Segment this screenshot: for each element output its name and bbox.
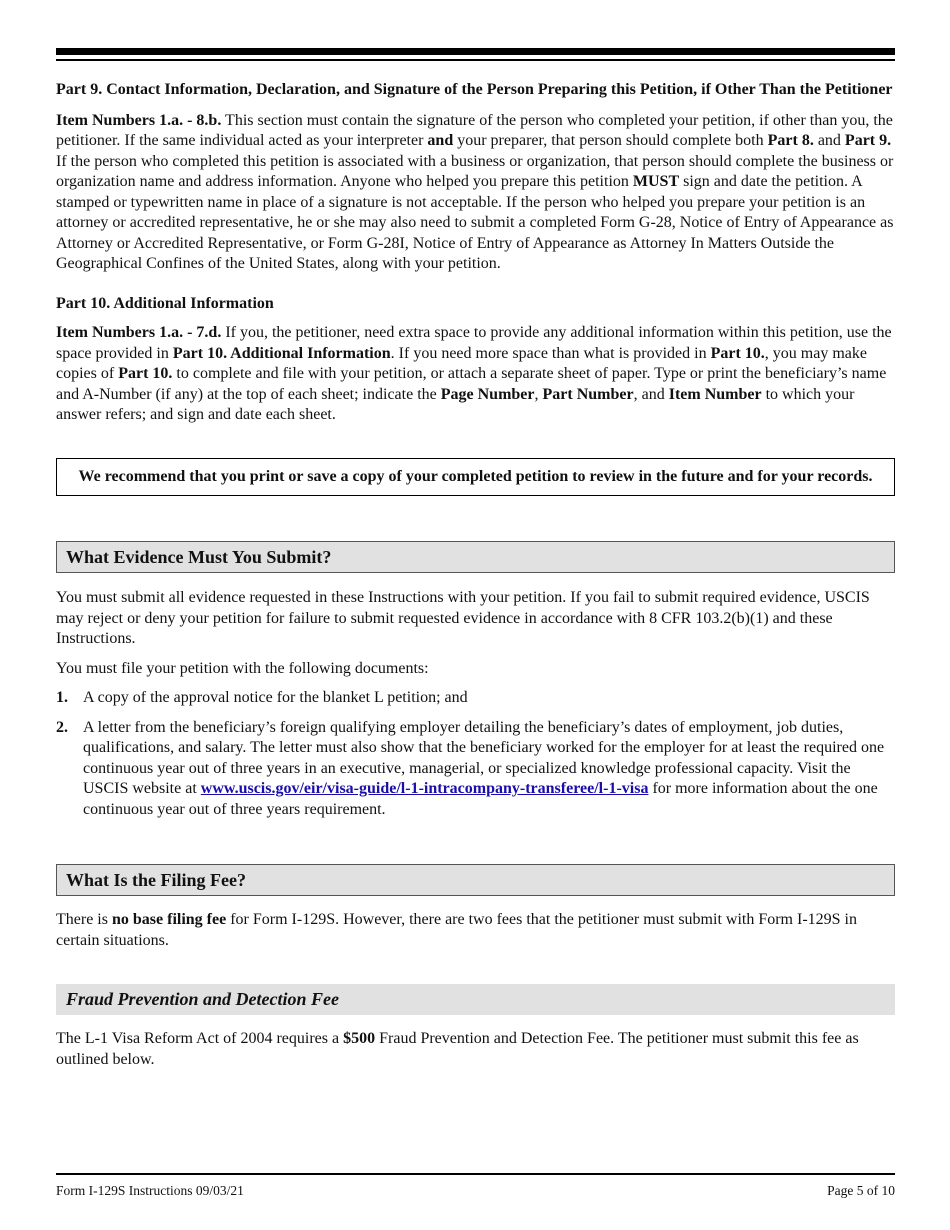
bold-text: Part 8.: [767, 132, 814, 149]
text: This section must contain the signature of the person who completed your petition, if other than you, the petitioner. If the same individual acted as your interpreter: [56, 111, 893, 149]
part9-heading: Part 9. Contact Information, Declaration, and Signature of the Person Preparing this Petition, if Other Than the Petitioner: [56, 81, 893, 98]
text: for more information about the one continuous year out of three years requirement.: [83, 780, 878, 818]
fraud-fee-paragraph: [56, 1029, 895, 1070]
text: , and: [633, 385, 669, 403]
bold-text: Part 10.: [118, 365, 173, 382]
footer-page-number: Page 5 of 10: [827, 1183, 895, 1198]
list-item-number: 2.: [56, 718, 68, 736]
part9-paragraph: [56, 111, 895, 275]
header-rule-thin: [56, 59, 895, 61]
bold-text: Part 9.: [844, 132, 892, 149]
part10-item-label: Item Numbers 1.a. - 7.d.: [56, 324, 222, 341]
filing-fee-paragraph: [56, 910, 895, 951]
filing-fee-section-header: What Is the Filing Fee?: [56, 864, 895, 896]
evidence-paragraph-2: You must file your petition with the following documents:: [56, 659, 429, 677]
text: . If you need more space than what is provided in: [390, 344, 711, 362]
text: to which your answer refers; and sign and date each sheet.: [56, 385, 855, 423]
footer-form-id: Form I-129S Instructions 09/03/21: [56, 1183, 244, 1198]
header-rule-thick: [56, 48, 895, 55]
text: The L-1 Visa Reform Act of 2004 requires a: [56, 1030, 344, 1047]
bold-text: Page Number: [440, 385, 535, 403]
evidence-section-header: What Evidence Must You Submit?: [56, 541, 895, 573]
part10-paragraph: [56, 323, 895, 426]
part9-item-label: Item Numbers 1.a. - 8.b.: [56, 111, 222, 129]
text: your preparer, that person should complete both: [453, 132, 768, 149]
footer-rule: [56, 1173, 895, 1175]
bold-text: $500: [343, 1030, 376, 1047]
bold-text: no base filing fee: [111, 911, 227, 928]
text: Fraud Prevention and Detection Fee. The petitioner must submit this fee as outlined below.: [56, 1030, 859, 1068]
text: If you, the petitioner, need extra space to provide any additional information within this petition, use the space provided in: [56, 324, 892, 362]
text: for Form I-129S. However, there are two fees that the petitioner must submit with Form I-129S in certain situations.: [56, 911, 857, 949]
uscis-l1-visa-link[interactable]: www.uscis.gov/eir/visa-guide/l-1-intracompany-transferee/l-1-visa: [200, 780, 649, 797]
text: to complete and file with your petition, or attach a separate sheet of paper. Type or print the beneficiary’s name and A-Number (if any) at the top of each sheet; indicate the: [56, 365, 887, 403]
text: If the person who completed this petition is associated with a business or organization, that person should complete the business or organization name and address information. Anyone who helped you prepare this petition: [56, 152, 894, 190]
text: sign and date the petition. A stamped or typewritten name in place of a signature is not acceptable. If the person who helped you prepare your petition is an attorney or accredited representative, he or she may also need to submit a completed Form G-28, Notice of Entry of Appearance as Attorney or Accredited Representative, or Form G-28I, Notice of Entry of Appearance as Attorney In Matters Outside the Geographical Confines of the United States, along with your petition.: [56, 173, 894, 272]
bold-text: Item Number: [668, 385, 762, 403]
list-item-number: 1.: [56, 689, 68, 706]
evidence-paragraph-1: You must submit all evidence requested in these Instructions with your petition. If you fail to submit required evidence, USCIS may reject or deny your petition for failure to submit requested evidence in accordance with 8 CFR 103.2(b)(1) and these Instructions.: [56, 589, 870, 647]
fraud-fee-subheader: Fraud Prevention and Detection Fee: [56, 984, 895, 1015]
bold-text: Part 10.: [710, 344, 765, 362]
list-item: [56, 688, 895, 709]
text: and: [813, 132, 845, 149]
bold-text: MUST: [632, 173, 680, 190]
list-item-text: A copy of the approval notice for the blanket L petition; and: [83, 689, 468, 706]
recommendation-box: We recommend that you print or save a copy of your completed petition to review in the future and for your records.: [56, 458, 895, 497]
text: There is: [56, 911, 112, 928]
bold-text: and: [427, 132, 454, 149]
bold-text: Part Number: [542, 385, 634, 403]
list-item-text: [83, 718, 895, 821]
bold-text: Part 10. Additional Information: [172, 344, 391, 362]
content-flow: [56, 80, 895, 1070]
list-item: [56, 718, 895, 821]
part10-heading: Part 10. Additional Information: [56, 294, 274, 312]
text: , you may make copies of: [56, 344, 867, 382]
text: A letter from the beneficiary’s foreign qualifying employer detailing the beneficiary’s dates of employment, job duties, qualifications, and salary. The letter must also show that the beneficiary worked for the employer for at least the required one continuous year out of three years in an executive, managerial, or specialized knowledge professional capacity. Visit the USCIS website at: [83, 718, 885, 797]
text: ,: [534, 385, 543, 403]
